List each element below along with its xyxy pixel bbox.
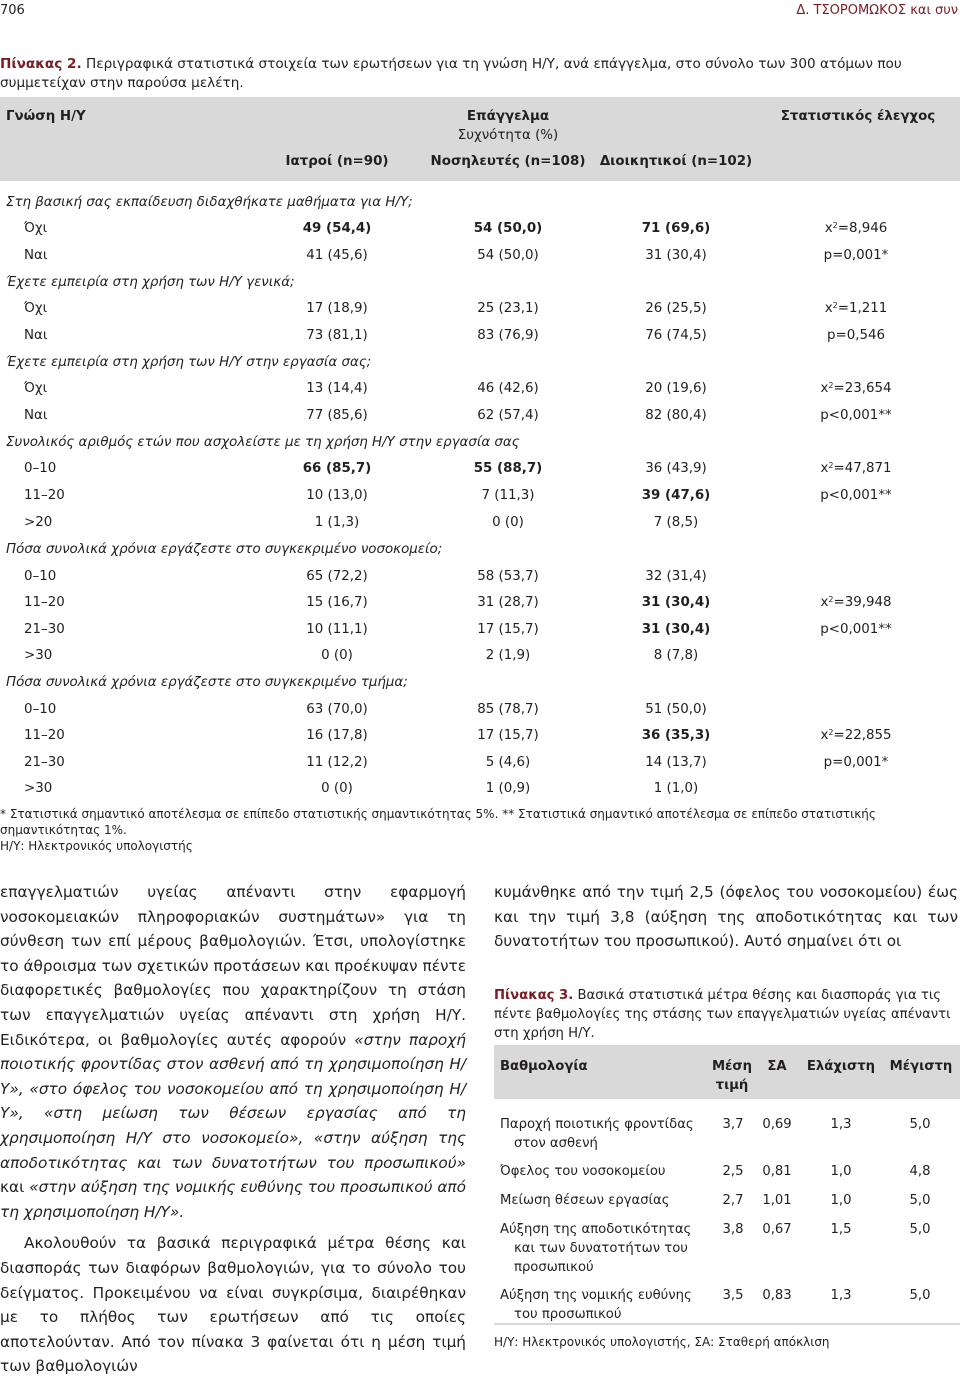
table2-question-row <box>0 352 960 376</box>
left-p1-italic-2: «στην αύξηση της νομικής ευθύνης του προσωπικού από τη χρησιμοποίηση Η/Υ». <box>0 1178 466 1221</box>
table2-cell: 36 (43,9) <box>645 461 707 476</box>
chi-superscript: 2 <box>832 301 838 310</box>
table3-cell-label: Παροχή ποιοτικής φροντίδας στον ασθενή <box>500 1117 694 1151</box>
table2-cell: 36 (35,3) <box>641 728 711 743</box>
stat-value: p=0,001* <box>823 755 889 770</box>
table3-cell-mean: 3,7 <box>722 1117 744 1132</box>
table2-row <box>0 645 960 669</box>
table3-cell-sd: 0,83 <box>762 1288 792 1303</box>
table2-row <box>0 752 960 776</box>
table2-cell: 62 (57,4) <box>477 408 539 423</box>
page-number: 706 <box>0 3 25 18</box>
table2-row <box>0 378 960 402</box>
table2-cell: 11–20 <box>24 488 65 503</box>
table2-stat-cell <box>820 408 891 423</box>
table2-cell: 83 (76,9) <box>477 328 539 343</box>
table2-cell: 11–20 <box>24 728 65 743</box>
table2-question-row <box>0 672 960 696</box>
table3-cell-min: 1,0 <box>830 1193 852 1208</box>
table2-row <box>0 218 960 242</box>
table2-cell: 31 (30,4) <box>645 248 707 263</box>
table3-cell-mean: 2,5 <box>722 1164 744 1179</box>
table3-cell-sd: 1,01 <box>762 1193 792 1208</box>
stat-value: =39,948 <box>833 595 892 610</box>
table2-cell: 66 (85,7) <box>302 461 372 476</box>
table2-row <box>0 458 960 482</box>
table2-cell: 8 (7,8) <box>653 648 699 663</box>
table2-cell: Όχι <box>24 301 48 316</box>
table3-cell-max: 5,0 <box>909 1117 931 1132</box>
table2-question-row <box>0 539 960 563</box>
right-column-text <box>494 880 958 954</box>
table3-caption <box>494 986 960 1043</box>
table2-row <box>0 699 960 723</box>
table2-row <box>0 566 960 590</box>
table2-row <box>0 512 960 536</box>
stat-value: =23,654 <box>833 381 892 396</box>
stat-value: p=0,546 <box>826 328 886 343</box>
table2-cell: >30 <box>24 781 53 796</box>
table2-cell: 7 (8,5) <box>653 515 699 530</box>
table2-cell: >20 <box>24 515 53 530</box>
table2-cell: 82 (80,4) <box>645 408 707 423</box>
table2-cell: 76 (74,5) <box>645 328 707 343</box>
chi-superscript: 2 <box>828 381 834 390</box>
t3-header-max: Μέγιστη <box>889 1059 953 1074</box>
right-paragraph-1: κυμάνθηκε από την τιμή 2,5 (όφελος του νοσοκομείου) έως και την τιμή 3,8 (αύξηση της αποδοτικότητας και των δυνατοτήτων του προσωπικού). Αυτό σημαίνει ότι οι <box>494 883 958 951</box>
table2-cell: 2 (1,9) <box>485 648 531 663</box>
header-doctors: Ιατροί (n=90) <box>285 154 389 169</box>
table2-cell: 14 (13,7) <box>645 755 707 770</box>
table2-notes <box>0 806 960 854</box>
table2-stat-cell <box>824 755 889 770</box>
table2-cell: 5 (4,6) <box>485 755 531 770</box>
table2-stat-cell <box>820 728 891 743</box>
chi-superscript: 2 <box>828 595 834 604</box>
header-profession: Επάγγελμα <box>466 109 550 124</box>
table2-cell: 17 (15,7) <box>477 622 539 637</box>
table2-stat-cell <box>825 221 888 236</box>
table2-cell: 21–30 <box>24 622 65 637</box>
table2-cell: 71 (69,6) <box>641 221 711 236</box>
table2-row <box>0 778 960 802</box>
table2-cell: 85 (78,7) <box>477 702 539 717</box>
table3-cell-label: Αύξηση της αποδοτικότητας και των δυνατοτήτων του προσωπικού <box>500 1222 692 1275</box>
table3-cell-sd: 0,81 <box>762 1164 792 1179</box>
table2-stat-cell <box>820 595 891 610</box>
stat-value: =1,211 <box>837 301 888 316</box>
table2-cell: 25 (23,1) <box>477 301 539 316</box>
table2-row <box>0 298 960 322</box>
stat-value: p<0,001** <box>820 408 892 423</box>
running-head <box>0 0 960 22</box>
left-p1-and: και <box>0 1178 30 1197</box>
table2-cell: Όχι <box>24 221 48 236</box>
chi-superscript: 2 <box>828 461 834 470</box>
table2-cell: 0–10 <box>24 461 57 476</box>
table2-stat-cell <box>820 622 891 637</box>
table2-row <box>0 485 960 509</box>
t3-header-min: Ελάχιστη <box>806 1059 876 1074</box>
table2-stat-cell <box>827 328 885 343</box>
table2 <box>0 97 960 801</box>
table2-cell: 1 (1,0) <box>653 781 699 796</box>
left-paragraph-2: Ακολουθούν τα βασικά περιγραφικά μέτρα θέσης και διασποράς των διαφόρων βαθμολογιών, για το σύνολο του δείγματος. Προκειμένου να είναι συγκρίσιμα, διαιρέθηκαν με το πλήθος των ερωτήσεων από τις οποίες αποτελούνταν. Από τον πίνακα 3 φαίνεται ότι η μέση τιμή των βαθμολογιών <box>0 1234 466 1376</box>
header-knowledge: Γνώση Η/Υ <box>6 109 86 124</box>
table2-cell: 1 (0,9) <box>485 781 531 796</box>
table2-cell: 17 (15,7) <box>477 728 539 743</box>
table3-bottom-rule <box>494 1323 960 1325</box>
stat-value: =47,871 <box>833 461 892 476</box>
table2-question-row <box>0 192 960 216</box>
table2-cell: 26 (25,5) <box>645 301 707 316</box>
table2-cell: 77 (85,6) <box>306 408 368 423</box>
left-column-text <box>0 880 466 1379</box>
chi-superscript: 2 <box>828 728 834 737</box>
table2-row <box>0 725 960 749</box>
table2-stat-cell <box>825 301 888 316</box>
table2-cell: 63 (70,0) <box>306 702 368 717</box>
table2-cell: Ναι <box>24 408 48 423</box>
table2-row <box>0 592 960 616</box>
table2-caption <box>0 55 958 93</box>
running-head-author: Δ. ΤΣΟΡΟΜΩΚΟΣ και συν <box>796 3 958 18</box>
table2-cell: 41 (45,6) <box>306 248 368 263</box>
table2-cell: 0 (0) <box>492 515 524 530</box>
table2-cell: 11–20 <box>24 595 65 610</box>
table2-caption-text: Περιγραφικά στατιστικά στοιχεία των ερωτήσεων για τη γνώση Η/Υ, ανά επάγγελμα, στο σύνολο των 300 ατόμων που συμμετείχαν στην παρούσα μελέτη. <box>0 56 902 91</box>
table2-question-row <box>0 272 960 296</box>
chi-symbol: x <box>820 381 829 396</box>
table3-cell-label: Μείωση θέσεων εργασίας <box>500 1193 670 1208</box>
t3-header-sd: ΣΑ <box>767 1059 787 1074</box>
table2-stat-cell <box>824 248 889 263</box>
t3-header-mean: Μέση τιμή <box>711 1059 753 1093</box>
table2-cell: 73 (81,1) <box>306 328 368 343</box>
table2-row <box>0 619 960 643</box>
header-frequency: Συχνότητα (%) <box>457 128 559 143</box>
table2-cell: 11 (12,2) <box>306 755 368 770</box>
table2-cell: 15 (16,7) <box>306 595 368 610</box>
table2-cell: 31 (30,4) <box>641 595 711 610</box>
stat-value: =8,946 <box>837 221 888 236</box>
table2-cell: Πόσα συνολικά χρόνια εργάζεστε στο συγκεκριμένο νοσοκομείο; <box>6 542 443 557</box>
table2-cell: 32 (31,4) <box>645 569 707 584</box>
chi-superscript: 2 <box>832 221 838 230</box>
table3-cell-max: 5,0 <box>909 1288 931 1303</box>
table2-cell: 39 (47,6) <box>641 488 711 503</box>
table2-cell: 58 (53,7) <box>477 569 539 584</box>
table2-cell: 16 (17,8) <box>306 728 368 743</box>
table2-cell: Έχετε εμπειρία στη χρήση των Η/Υ γενικά; <box>6 275 295 290</box>
table2-cell: 65 (72,2) <box>306 569 368 584</box>
table2-cell: 1 (1,3) <box>314 515 360 530</box>
stat-value: =22,855 <box>833 728 892 743</box>
table2-cell: 51 (50,0) <box>645 702 707 717</box>
table2-cell: Στη βασική σας εκπαίδευση διδαχθήκατε μαθήματα για Η/Υ; <box>6 195 413 210</box>
table2-cell: Πόσα συνολικά χρόνια εργάζεστε στο συγκεκριμένο τμήμα; <box>6 675 408 690</box>
table3-cell-label: Όφελος του νοσοκομείου <box>500 1164 666 1179</box>
table3-cell-min: 1,5 <box>830 1222 852 1237</box>
chi-symbol: x <box>824 301 833 316</box>
table2-cell: 55 (88,7) <box>473 461 543 476</box>
table2-cell: 21–30 <box>24 755 65 770</box>
stat-value: p<0,001** <box>820 622 892 637</box>
table3-cell-mean: 2,7 <box>722 1193 744 1208</box>
table2-row <box>0 245 960 269</box>
table2-cell: 0–10 <box>24 702 57 717</box>
chi-symbol: x <box>820 595 829 610</box>
chi-symbol: x <box>824 221 833 236</box>
table2-stat-cell <box>820 488 891 503</box>
table3-cell-sd: 0,67 <box>762 1222 792 1237</box>
table3-cell-mean: 3,5 <box>722 1288 744 1303</box>
table2-cell: Ναι <box>24 328 48 343</box>
table2-stat-cell <box>820 461 891 476</box>
table2-cell: 0 (0) <box>321 781 353 796</box>
stat-value: p=0,001* <box>823 248 889 263</box>
table2-cell: 20 (19,6) <box>645 381 707 396</box>
table2-cell: Έχετε εμπειρία στη χρήση των Η/Υ στην εργασία σας; <box>6 355 372 370</box>
chi-symbol: x <box>820 461 829 476</box>
table2-stat-cell <box>820 381 891 396</box>
table2-cell: 31 (30,4) <box>641 622 711 637</box>
table3-cell-min: 1,3 <box>830 1117 852 1132</box>
table2-cell: >30 <box>24 648 53 663</box>
table2-cell: 10 (13,0) <box>306 488 368 503</box>
left-paragraph-1 <box>0 880 466 1224</box>
table2-cell: 54 (50,0) <box>473 221 543 236</box>
table3-cell-max: 5,0 <box>909 1193 931 1208</box>
table2-cell: Όχι <box>24 381 48 396</box>
table2-cell: 0 (0) <box>321 648 353 663</box>
table3-cell-min: 1,3 <box>830 1288 852 1303</box>
table2-label: Πίνακας 2. <box>0 56 82 72</box>
header-admin: Διοικητικοί (n=102) <box>599 154 753 169</box>
table2-cell: 13 (14,4) <box>306 381 368 396</box>
left-p1-italic-1: «στην παροχή ποιοτικής φροντίδας στον ασθενή από τη χρησιμοποίηση Η/Υ», «στο όφελος του νοσοκομείου από τη χρησιμοποίηση Η/Υ», «στη μείωση των θέσεων εργασίας από τη χρησιμοποίηση Η/Υ στο νοσοκομείο», «στην αύξηση της αποδοτικότητας και των δυνατοτήτων του προσωπικού» <box>0 1030 466 1172</box>
table2-row <box>0 325 960 349</box>
table3-cell-mean: 3,8 <box>722 1222 744 1237</box>
table2-cell: Ναι <box>24 248 48 263</box>
table2-cell: 49 (54,4) <box>302 221 372 236</box>
t3-header-score: Βαθμολογία <box>500 1059 588 1074</box>
table3 <box>494 1045 960 1325</box>
table2-note-abbrev: Η/Υ: Ηλεκτρονικός υπολογιστής <box>0 839 193 853</box>
table3-cell-label: Αύξηση της νομικής ευθύνης του προσωπικού <box>500 1288 692 1322</box>
header-stat-tests: Στατιστικός έλεγχος <box>780 109 936 124</box>
chi-symbol: x <box>820 728 829 743</box>
table3-note: Η/Υ: Ηλεκτρονικός υπολογιστής, ΣΑ: Σταθερή απόκλιση <box>494 1335 830 1349</box>
table3-caption-text: Βασικά στατιστικά μέτρα θέσης και διασποράς για τις πέντε βαθμολογίες της στάσης των επαγγελματιών υγείας απέναντι στη χρήση Η/Υ. <box>494 988 951 1041</box>
table2-cell: 54 (50,0) <box>477 248 539 263</box>
table2-row <box>0 405 960 429</box>
table2-cell: 7 (11,3) <box>481 488 535 503</box>
table2-cell: 46 (42,6) <box>477 381 539 396</box>
left-p1-text: επαγγελματιών υγείας απέναντι στην εφαρμογή νοσοκομειακών πληροφοριακών συστημάτων» για τη σύνθεση των επί μέρους βαθμολογιών. Έτσι, υπολογίστηκε το άθροισμα των σχετικών προτάσεων και προέκυψαν πέντε διαφορετικές βαθμολογίες που χαρακτηρίζουν τη στάση των επαγγελματιών υγείας απέναντι στη χρήση Η/Υ. Ειδικότερα, οι βαθμολογίες αυτές αφορούν <box>0 883 466 1049</box>
stat-value: p<0,001** <box>820 488 892 503</box>
table2-cell: 31 (28,7) <box>477 595 539 610</box>
table3-cell-min: 1,0 <box>830 1164 852 1179</box>
table2-note-significance: * Στατιστικά σημαντικό αποτέλεσμα σε επίπεδο στατιστικής σημαντικότητας 5%. ** Στατιστικά σημαντικό αποτέλεσμα σε επίπεδο στατιστικής σημαντικότητας 1%. <box>0 807 876 837</box>
table2-cell: Συνολικός αριθμός ετών που ασχολείστε με τη χρήση Η/Υ στην εργασία σας <box>6 435 520 450</box>
header-nurses: Νοσηλευτές (n=108) <box>430 154 586 169</box>
table3-label: Πίνακας 3. <box>494 988 574 1003</box>
table2-question-row <box>0 432 960 456</box>
table3-cell-max: 4,8 <box>909 1164 931 1179</box>
table3-cell-max: 5,0 <box>909 1222 931 1237</box>
table2-cell: 10 (11,1) <box>306 622 368 637</box>
table3-cell-sd: 0,69 <box>762 1117 792 1132</box>
table2-cell: 0–10 <box>24 569 57 584</box>
table2-cell: 17 (18,9) <box>306 301 368 316</box>
